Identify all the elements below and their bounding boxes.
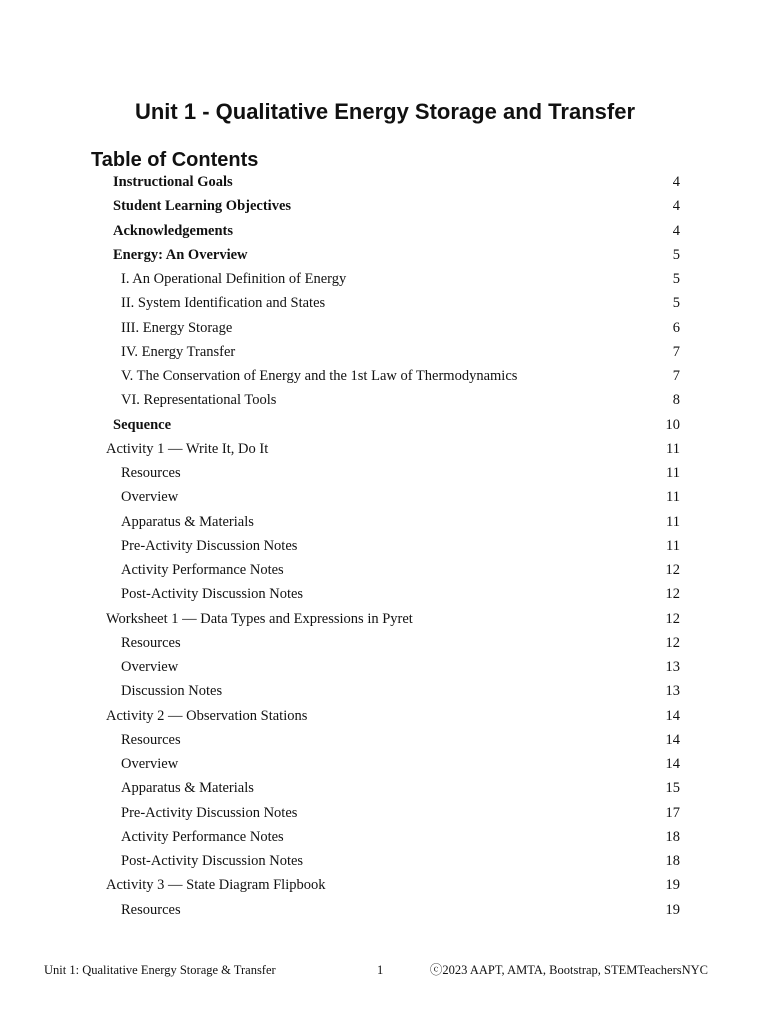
- toc-entry[interactable]: [0, 170, 770, 194]
- toc-entry-label: II. System Identification and States: [121, 295, 326, 312]
- toc-entry-label: VI. Representational Tools: [121, 392, 277, 409]
- toc-entry[interactable]: [0, 364, 770, 388]
- toc-entry-page: 12: [665, 586, 680, 603]
- toc-entry-label: Worksheet 1 — Data Types and Expressions in Pyret: [106, 610, 413, 627]
- toc-entry-label: Overview: [121, 756, 179, 772]
- toc-entry[interactable]: [0, 607, 770, 631]
- toc-entry[interactable]: [0, 873, 770, 897]
- toc-entry-label: Pre-Activity Discussion Notes: [121, 804, 298, 821]
- footer-copyright: ⓒ2023 AAPT, AMTA, Bootstrap, STEMTeachersNYC: [429, 963, 708, 977]
- toc-entry-label: Student Learning Objectives: [113, 198, 292, 215]
- toc-entry[interactable]: [0, 849, 770, 873]
- toc-entry[interactable]: [0, 655, 770, 679]
- toc-entry[interactable]: [0, 340, 770, 364]
- toc-entry-label: Resources: [121, 465, 181, 481]
- toc-entry[interactable]: [0, 801, 770, 825]
- toc-entry-page: 19: [665, 901, 680, 918]
- toc-entry-label: Resources: [121, 634, 181, 651]
- toc-entry-page: 4: [672, 198, 680, 215]
- toc-entry-page: 18: [665, 828, 680, 845]
- toc-entry-page: 14: [665, 756, 680, 772]
- toc-entry-page: 13: [665, 683, 680, 700]
- toc-entry-label: Resources: [121, 731, 181, 748]
- toc-entry[interactable]: [0, 219, 770, 243]
- toc-entry-page: 11: [666, 465, 680, 481]
- toc-entry[interactable]: [0, 582, 770, 606]
- toc-entry-label: Activity Performance Notes: [121, 562, 284, 578]
- toc-entry-page: 11: [666, 440, 680, 457]
- toc-entry[interactable]: [0, 243, 770, 267]
- toc-entry[interactable]: [0, 704, 770, 728]
- toc-entry-page: 5: [672, 295, 680, 312]
- toc-entry-page: 14: [665, 731, 680, 748]
- toc-entry-label: IV. Energy Transfer: [121, 343, 236, 360]
- toc-entry-page: 18: [665, 853, 680, 869]
- toc-entry-page: 15: [665, 780, 680, 797]
- toc-entry[interactable]: [0, 825, 770, 849]
- toc-entry-label: Post-Activity Discussion Notes: [121, 853, 304, 869]
- toc-entry-page: 12: [665, 634, 680, 651]
- toc-entry-page: 7: [672, 343, 680, 360]
- toc-entry-page: 5: [672, 246, 680, 263]
- page-footer: [0, 961, 770, 979]
- toc-entry[interactable]: [0, 461, 770, 485]
- toc-entry-page: 4: [672, 174, 680, 190]
- toc-entry-page: 11: [666, 537, 680, 554]
- toc-entry-label: V. The Conservation of Energy and the 1st Law of Thermodynamics: [121, 368, 518, 384]
- toc-entry-page: 12: [665, 610, 680, 627]
- toc-entry[interactable]: [0, 194, 770, 218]
- toc-entry-page: 4: [672, 222, 680, 239]
- toc-heading: Table of Contents: [91, 149, 259, 171]
- toc-entry[interactable]: [0, 388, 770, 412]
- toc-entry[interactable]: [0, 437, 770, 461]
- toc-entry-page: 14: [665, 707, 680, 724]
- toc-entry-page: 11: [666, 489, 680, 506]
- toc-entry-page: 5: [672, 271, 680, 287]
- toc-entry-label: Sequence: [113, 416, 171, 433]
- toc-entry[interactable]: [0, 291, 770, 315]
- toc-entry[interactable]: [0, 752, 770, 776]
- footer-unit-title: Unit 1: Qualitative Energy Storage & Transfer: [44, 963, 276, 977]
- toc-entry[interactable]: [0, 558, 770, 582]
- toc-entry-label: Activity 3 — State Diagram Flipbook: [106, 877, 326, 894]
- toc-entry-label: I. An Operational Definition of Energy: [121, 271, 347, 287]
- toc-entry[interactable]: [0, 898, 770, 922]
- toc-entry-page: 17: [665, 804, 680, 821]
- toc-list: [0, 170, 770, 922]
- toc-entry-label: Instructional Goals: [113, 174, 233, 190]
- toc-entry-label: Activity 2 — Observation Stations: [106, 707, 308, 724]
- toc-entry-label: Apparatus & Materials: [121, 513, 254, 530]
- toc-entry[interactable]: [0, 267, 770, 291]
- toc-entry-label: Overview: [121, 489, 179, 506]
- toc-entry-page: 11: [666, 513, 680, 530]
- toc-entry-page: 6: [672, 319, 680, 336]
- toc-entry-label: Discussion Notes: [121, 683, 223, 700]
- toc-entry[interactable]: [0, 485, 770, 509]
- toc-entry-label: Energy: An Overview: [113, 246, 248, 263]
- toc-entry-label: Activity 1 — Write It, Do It: [106, 440, 269, 457]
- document-title: Unit 1 - Qualitative Energy Storage and Transfer: [134, 99, 636, 124]
- toc-entry[interactable]: [0, 728, 770, 752]
- toc-entry-label: III. Energy Storage: [121, 319, 233, 336]
- toc-entry[interactable]: [0, 534, 770, 558]
- toc-entry[interactable]: [0, 316, 770, 340]
- toc-entry-label: Resources: [121, 901, 181, 918]
- toc-entry[interactable]: [0, 631, 770, 655]
- toc-entry-page: 12: [665, 562, 680, 578]
- toc-entry[interactable]: [0, 776, 770, 800]
- toc-entry[interactable]: [0, 510, 770, 534]
- toc-entry-page: 13: [665, 659, 680, 675]
- toc-entry-label: Apparatus & Materials: [121, 780, 254, 797]
- toc-entry-label: Pre-Activity Discussion Notes: [121, 537, 298, 554]
- toc-entry-label: Post-Activity Discussion Notes: [121, 586, 304, 603]
- footer-page-number: 1: [377, 963, 384, 977]
- toc-entry-page: 7: [672, 368, 680, 384]
- toc-entry-label: Acknowledgements: [113, 222, 234, 239]
- toc-entry[interactable]: [0, 413, 770, 437]
- toc-entry-page: 10: [665, 416, 680, 433]
- toc-entry-label: Activity Performance Notes: [121, 828, 284, 845]
- toc-entry-label: Overview: [121, 659, 179, 675]
- toc-entry-page: 19: [665, 877, 680, 894]
- toc-entry-page: 8: [672, 392, 680, 409]
- toc-entry[interactable]: [0, 679, 770, 703]
